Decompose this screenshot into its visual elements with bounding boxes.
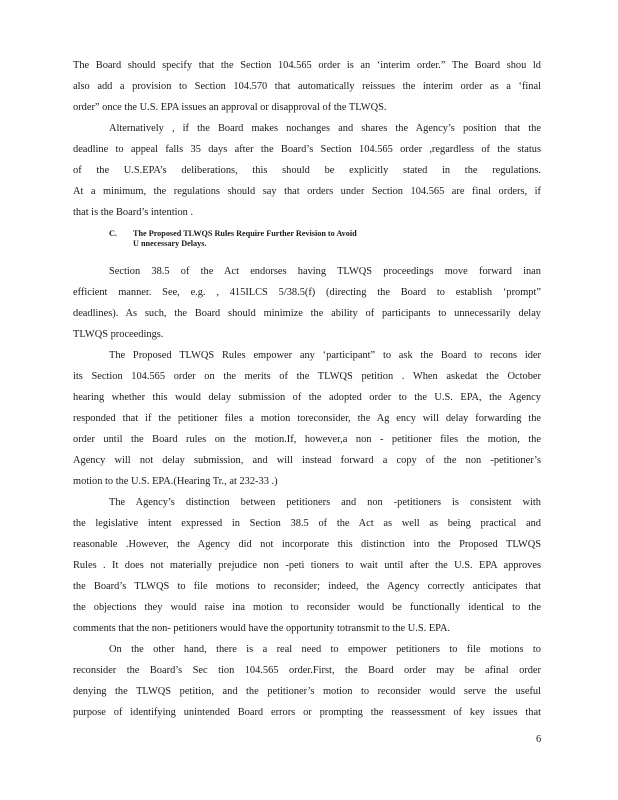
body-line: hearing whether this would delay submission of the adopted order to the U.S. EPA, the Agency (73, 392, 541, 403)
body-line: deadline to appeal falls 35 days after the Board’s Section 104.565 order ,regardless of the status (73, 144, 541, 155)
heading-line-1: The Proposed TLWQS Rules Require Further Revision to Avoid (133, 229, 357, 238)
body-line: motion to the U.S. EPA.(Hearing Tr., at 232-33 .) (73, 476, 278, 487)
body-line: order” once the U.S. EPA issues an approval or disapproval of the TLWQS. (73, 102, 387, 113)
body-line: responded that if the petitioner files a motion toreconsider, the Ag ency will delay forwarding the (73, 413, 541, 424)
body-line: The Agency’s distinction between petitioners and non -petitioners is consistent with (109, 497, 541, 508)
section-heading (109, 229, 469, 249)
body-line: efficient manner. See, e.g. , 415ILCS 5/38.5(f) (directing the Board to establish ‘prompt” (73, 287, 541, 298)
page-number: 6 (536, 734, 542, 745)
body-line: reconsider the Board’s Sec tion 104.565 order.First, the Board order may be afinal order (73, 665, 541, 676)
body-line: of the U.S.EPA’s deliberations, this should be explicitly stated in the regulations. (73, 165, 541, 176)
body-line: On the other hand, there is a real need to empower petitioners to file motions to (109, 644, 541, 655)
body-line: Rules . It does not materially prejudice non -peti tioners to wait until after the U.S. EPA approves (73, 560, 541, 571)
heading-line-2: U nnecessary Delays. (133, 239, 207, 248)
body-line: At a minimum, the regulations should say that orders under Section 104.565 are final orders, if (73, 186, 541, 197)
body-line: reasonable .However, the Agency did not incorporate this distinction into the Proposed TLWQS (73, 539, 541, 550)
body-line: also add a provision to Section 104.570 that automatically reissues the interim order as a ‘final (73, 81, 541, 92)
body-line: order until the Board rules on the motion.If, however,a non - petitioner files the motion, the (73, 434, 541, 445)
body-line: purpose of identifying unintended Board errors or prompting the reassessment of key issues that (73, 707, 541, 718)
body-line: that is the Board’s intention . (73, 207, 194, 218)
body-line: The Proposed TLWQS Rules empower any ‘participant” to ask the Board to recons ider (109, 350, 541, 361)
body-line: Section 38.5 of the Act endorses having TLWQS proceedings move forward inan (109, 266, 541, 277)
body-line: The Board should specify that the Section 104.565 order is an ‘interim order.” The Board shou ld (73, 60, 541, 71)
body-line: the objections they would raise ina motion to reconsider would be functionally identical to the (73, 602, 541, 613)
body-line: Agency will not delay submission, and will instead forward a copy of the non -petitioner’s (73, 455, 541, 466)
body-line: TLWQS proceedings. (73, 329, 164, 340)
body-line: denying the TLWQS petition, and the petitioner’s motion to reconsider would serve the useful (73, 686, 541, 697)
heading-letter: C. (109, 229, 117, 238)
body-line: deadlines). As such, the Board should minimize the ability of participants to unnecessarily delay (73, 308, 541, 319)
body-line: the legislative intent expressed in Section 38.5 of the Act as well as being practical and (73, 518, 541, 529)
body-line: Alternatively , if the Board makes nochanges and shares the Agency’s position that the (109, 123, 541, 134)
body-line: the Board’s TLWQS to file motions to reconsider; indeed, the Agency correctly anticipates that (73, 581, 541, 592)
body-line: comments that the non- petitioners would have the opportunity totransmit to the U.S. EPA. (73, 623, 451, 634)
body-line: its Section 104.565 order on the merits of the TLWQS petition . When askedat the October (73, 371, 541, 382)
